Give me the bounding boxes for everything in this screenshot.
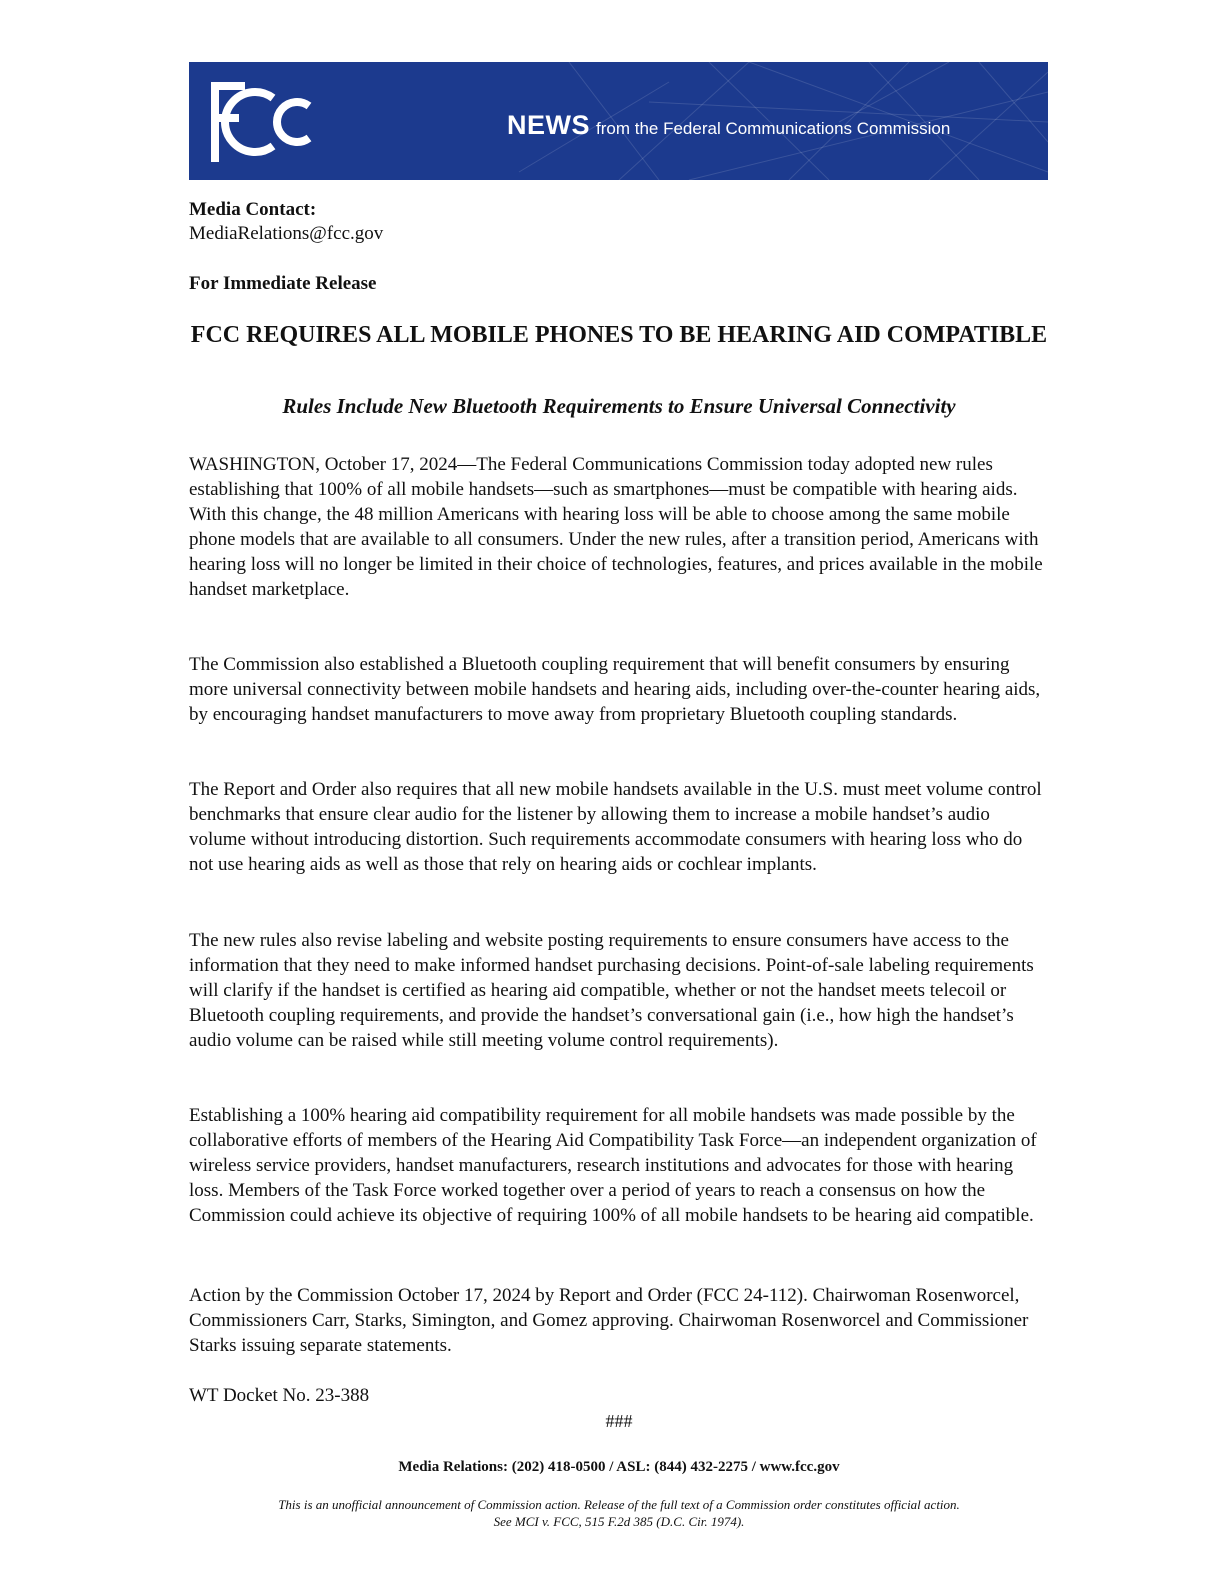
fcc-news-banner bbox=[189, 62, 1048, 180]
media-contact-label: Media Contact: bbox=[189, 199, 317, 220]
disclaimer-citation: See MCI v. FCC, 515 F.2d 385 (D.C. Cir. 1974). bbox=[493, 1514, 745, 1529]
footer-media-relations: Media Relations: (202) 418-0500 / ASL: (844) 432-2275 / www.fcc.gov bbox=[398, 1459, 840, 1475]
news-wordmark: NEWS bbox=[507, 110, 590, 140]
body-paragraph: Action by the Commission October 17, 2024 by Report and Order (FCC 24-112). Chairwoman Rosenworcel, Commissioners Carr, Starks, Simington, and Gomez approving. Chairwoman Rosenworcel and Commissioner Starks issuing separate statements. bbox=[189, 1285, 1029, 1356]
docket-number: WT Docket No. 23-388 bbox=[189, 1385, 370, 1406]
fcc-logo-icon bbox=[205, 76, 323, 168]
body-paragraph: The Report and Order also requires that all new mobile handsets available in the U.S. must meet volume control benchmarks that ensure clear audio for the listener by allowing them to increase a mobile handset’s audio volume without introducing distortion. Such requirements accommodate consumers with hearing loss who do not use hearing aids as well as those that rely on hearing aids or cochlear implants. bbox=[189, 779, 1042, 875]
body-paragraph: The Commission also established a Bluetooth coupling requirement that will benefit consumers by ensuring more universal connectivity between mobile handsets and hearing aids, including over-the-counter hearing aids, by encouraging handset manufacturers to move away from proprietary Bluetooth coupling standards. bbox=[189, 654, 1041, 725]
end-mark: ### bbox=[605, 1411, 633, 1431]
disclaimer-line: This is an unofficial announcement of Commission action. Release of the full text of a Commission order constitutes official action. bbox=[278, 1497, 960, 1512]
media-contact-email[interactable]: MediaRelations@fcc.gov bbox=[189, 223, 384, 244]
footer-disclaimer bbox=[189, 1496, 1049, 1530]
subheadline: Rules Include New Bluetooth Requirements to Ensure Universal Connectivity bbox=[282, 394, 956, 418]
headline: FCC REQUIRES ALL MOBILE PHONES TO BE HEARING AID COMPATIBLE bbox=[190, 322, 1048, 348]
body-paragraph: WASHINGTON, October 17, 2024—The Federal Communications Commission today adopted new rules establishing that 100% of all mobile handsets—such as smartphones—must be compatible with hearing aids. With this change, the 48 million Americans with hearing loss will be able to choose among the same mobile phone models that are available to all consumers. Under the new rules, after a transition period, Americans with hearing loss will no longer be limited in their choice of technologies, features, and prices available in the mobile handset marketplace. bbox=[189, 454, 1043, 600]
news-tagline: from the Federal Communications Commission bbox=[596, 119, 951, 138]
body-paragraph: The new rules also revise labeling and website posting requirements to ensure consumers have access to the information that they need to make informed handset purchasing decisions. Point-of-sale labeling requirements will clarify if the handset is certified as hearing aid compatible, whether or not the handset meets telecoil or Bluetooth coupling requirements, and provide the handset’s conversational gain (i.e., how high the handset’s audio volume can be raised while still meeting volume control requirements). bbox=[189, 930, 1034, 1051]
body-paragraph: Establishing a 100% hearing aid compatibility requirement for all mobile handsets was made possible by the collaborative efforts of members of the Hearing Aid Compatibility Task Force—an independent organization of wireless service providers, handset manufacturers, research institutions and advocates for those with hearing loss. Members of the Task Force worked together over a period of years to reach a consensus on how the Commission could achieve its objective of requiring 100% of all mobile handsets to be hearing aid compatible. bbox=[189, 1105, 1037, 1226]
release-type: For Immediate Release bbox=[189, 273, 377, 294]
